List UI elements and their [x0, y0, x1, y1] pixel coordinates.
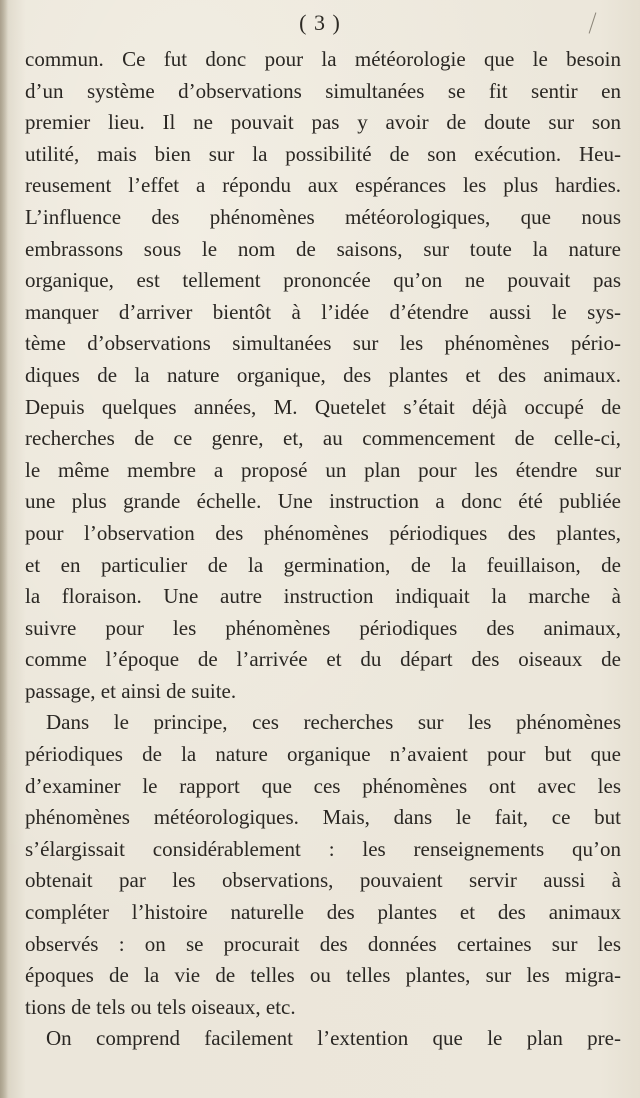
text-line: premier lieu. Il ne pouvait pas y avoir de doute sur son	[25, 110, 621, 135]
body-text	[25, 44, 621, 1055]
text-line: commun. Ce fut donc pour la météorologie que le besoin	[25, 47, 621, 71]
text-line: organique, est tellement prononcée qu’on ne pouvait pas	[25, 268, 621, 293]
text-line: comme l’époque de l’arrivée et du départ des oiseaux de	[25, 647, 621, 672]
text-line: On comprend facilement l’extention que le plan pre-	[46, 1026, 621, 1051]
text-line: recherches de ce genre, et, au commencement de celle-ci,	[25, 426, 621, 451]
text-line: périodiques de la nature organique n’avaient pour but que	[25, 742, 621, 767]
page-number: ( 3 )	[299, 10, 341, 35]
text-line: une plus grande échelle. Une instruction a donc été publiée	[25, 489, 621, 514]
text-line: tème d’observations simultanées sur les phénomènes pério-	[25, 331, 621, 356]
text-line: embrassons sous le nom de saisons, sur toute la nature	[25, 236, 621, 261]
text-line: et en particulier de la germination, de la feuillaison, de	[25, 552, 621, 577]
text-line: la floraison. Une autre instruction indiquait la marche à	[25, 584, 621, 609]
text-line: Depuis quelques années, M. Quetelet s’était déjà occupé de	[25, 394, 621, 419]
text-line: manquer d’arriver bientôt à l’idée d’étendre aussi le sys-	[25, 299, 621, 324]
text-line: obtenait par les observations, pouvaient servir aussi à	[25, 868, 621, 893]
text-line: s’élargissait considérablement : les renseignements qu’on	[25, 836, 621, 861]
text-line: d’examiner le rapport que ces phénomènes ont avec les	[25, 773, 621, 798]
text-line: observés : on se procurait des données certaines sur les	[25, 931, 621, 956]
text-line: le même membre a proposé un plan pour les étendre sur	[25, 457, 621, 482]
text-line: compléter l’histoire naturelle des plantes et des animaux	[25, 900, 621, 925]
text-line: diques de la nature organique, des plantes et des animaux.	[25, 362, 621, 387]
text-line: Dans le principe, ces recherches sur les phénomènes	[46, 710, 621, 735]
text-line: pour l’observation des phénomènes périodiques des plantes,	[25, 520, 621, 545]
text-line: reusement l’effet a répondu aux espérances les plus hardies.	[25, 173, 621, 198]
text-line: époques de la vie de telles ou telles plantes, sur les migra-	[25, 963, 621, 988]
binding-shadow	[0, 0, 8, 1098]
text-line: utilité, mais bien sur la possibilité de son exécution. Heu-	[25, 141, 621, 166]
text-line: passage, et ainsi de suite.	[25, 678, 237, 703]
text-line: d’un système d’observations simultanées se fit sentir en	[25, 78, 621, 103]
text-line: phénomènes météorologiques. Mais, dans le fait, ce but	[25, 805, 621, 830]
text-line: tions de tels ou tels oiseaux, etc.	[25, 994, 296, 1019]
text-line: L’influence des phénomènes météorologiques, que nous	[25, 204, 621, 229]
text-line: suivre pour les phénomènes périodiques des animaux,	[25, 615, 621, 640]
